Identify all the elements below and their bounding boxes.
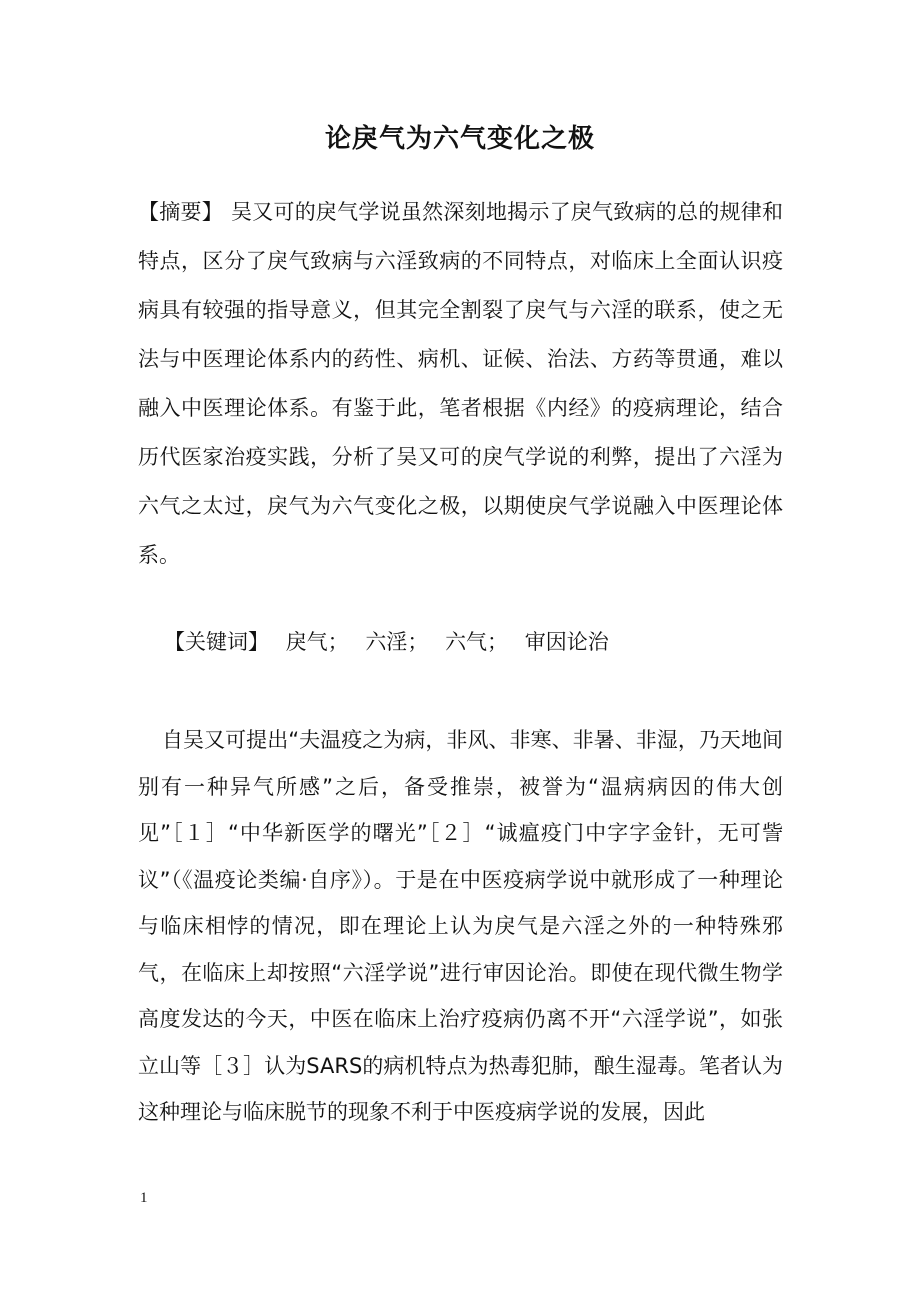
keywords-label: 【关键词】: [164, 630, 269, 654]
abstract-paragraph: [138, 188, 783, 580]
body-paragraph: 自吴又可提出“夫温疫之为病，非风、非寒、非暑、非湿，乃天地间别有一种异气所感”之后，备受推崇，被誉为“温病病因的伟大创见”［１］“中华新医学的曙光”［２］“诚瘟疫门中字字金针，无可訾议”（《温疫论类编·自序》）。于是在中医疫病学说中就形成了一种理论与临床相悖的情况，即在理论上认为戾气是六淫之外的一种特殊邪气，在临床上却按照“六淫学说”进行审因论治。即使在现代微生物学高度发达的今天，中医在临床上治疗疫病仍离不开“六淫学说”，如张立山等［３］认为SARS的病机特点为热毒犯肺，酿生湿毒。笔者认为这种理论与临床脱节的现象不利于中医疫病学说的发展，因此: [138, 728, 783, 1124]
keyword-item: 六气；: [445, 630, 509, 654]
keywords-line: [164, 618, 784, 667]
keyword-item: 六淫；: [365, 630, 429, 654]
abstract-label: 【摘要】: [138, 200, 223, 224]
keyword-item: 审因论治: [524, 630, 609, 654]
keyword-item: 戾气；: [285, 630, 349, 654]
document-title: 论戾气为六气变化之极: [324, 124, 595, 154]
abstract-text: 吴又可的戾气学说虽然深刻地揭示了戾气致病的总的规律和特点，区分了戾气致病与六淫致病的不同特点，对临床上全面认识疫病具有较强的指导意义，但其完全割裂了戾气与六淫的联系，使之无法与中医理论体系内的药性、病机、证候、治法、方药等贯通，难以融入中医理论体系。有鉴于此，笔者根据《内经》的疫病理论，结合历代医家治疫实践，分析了吴又可的戾气学说的利弊，提出了六淫为六气之太过，戾气为六气变化之极，以期使戾气学说融入中医理论体系。: [138, 200, 784, 567]
page-number: 1: [140, 1190, 148, 1206]
